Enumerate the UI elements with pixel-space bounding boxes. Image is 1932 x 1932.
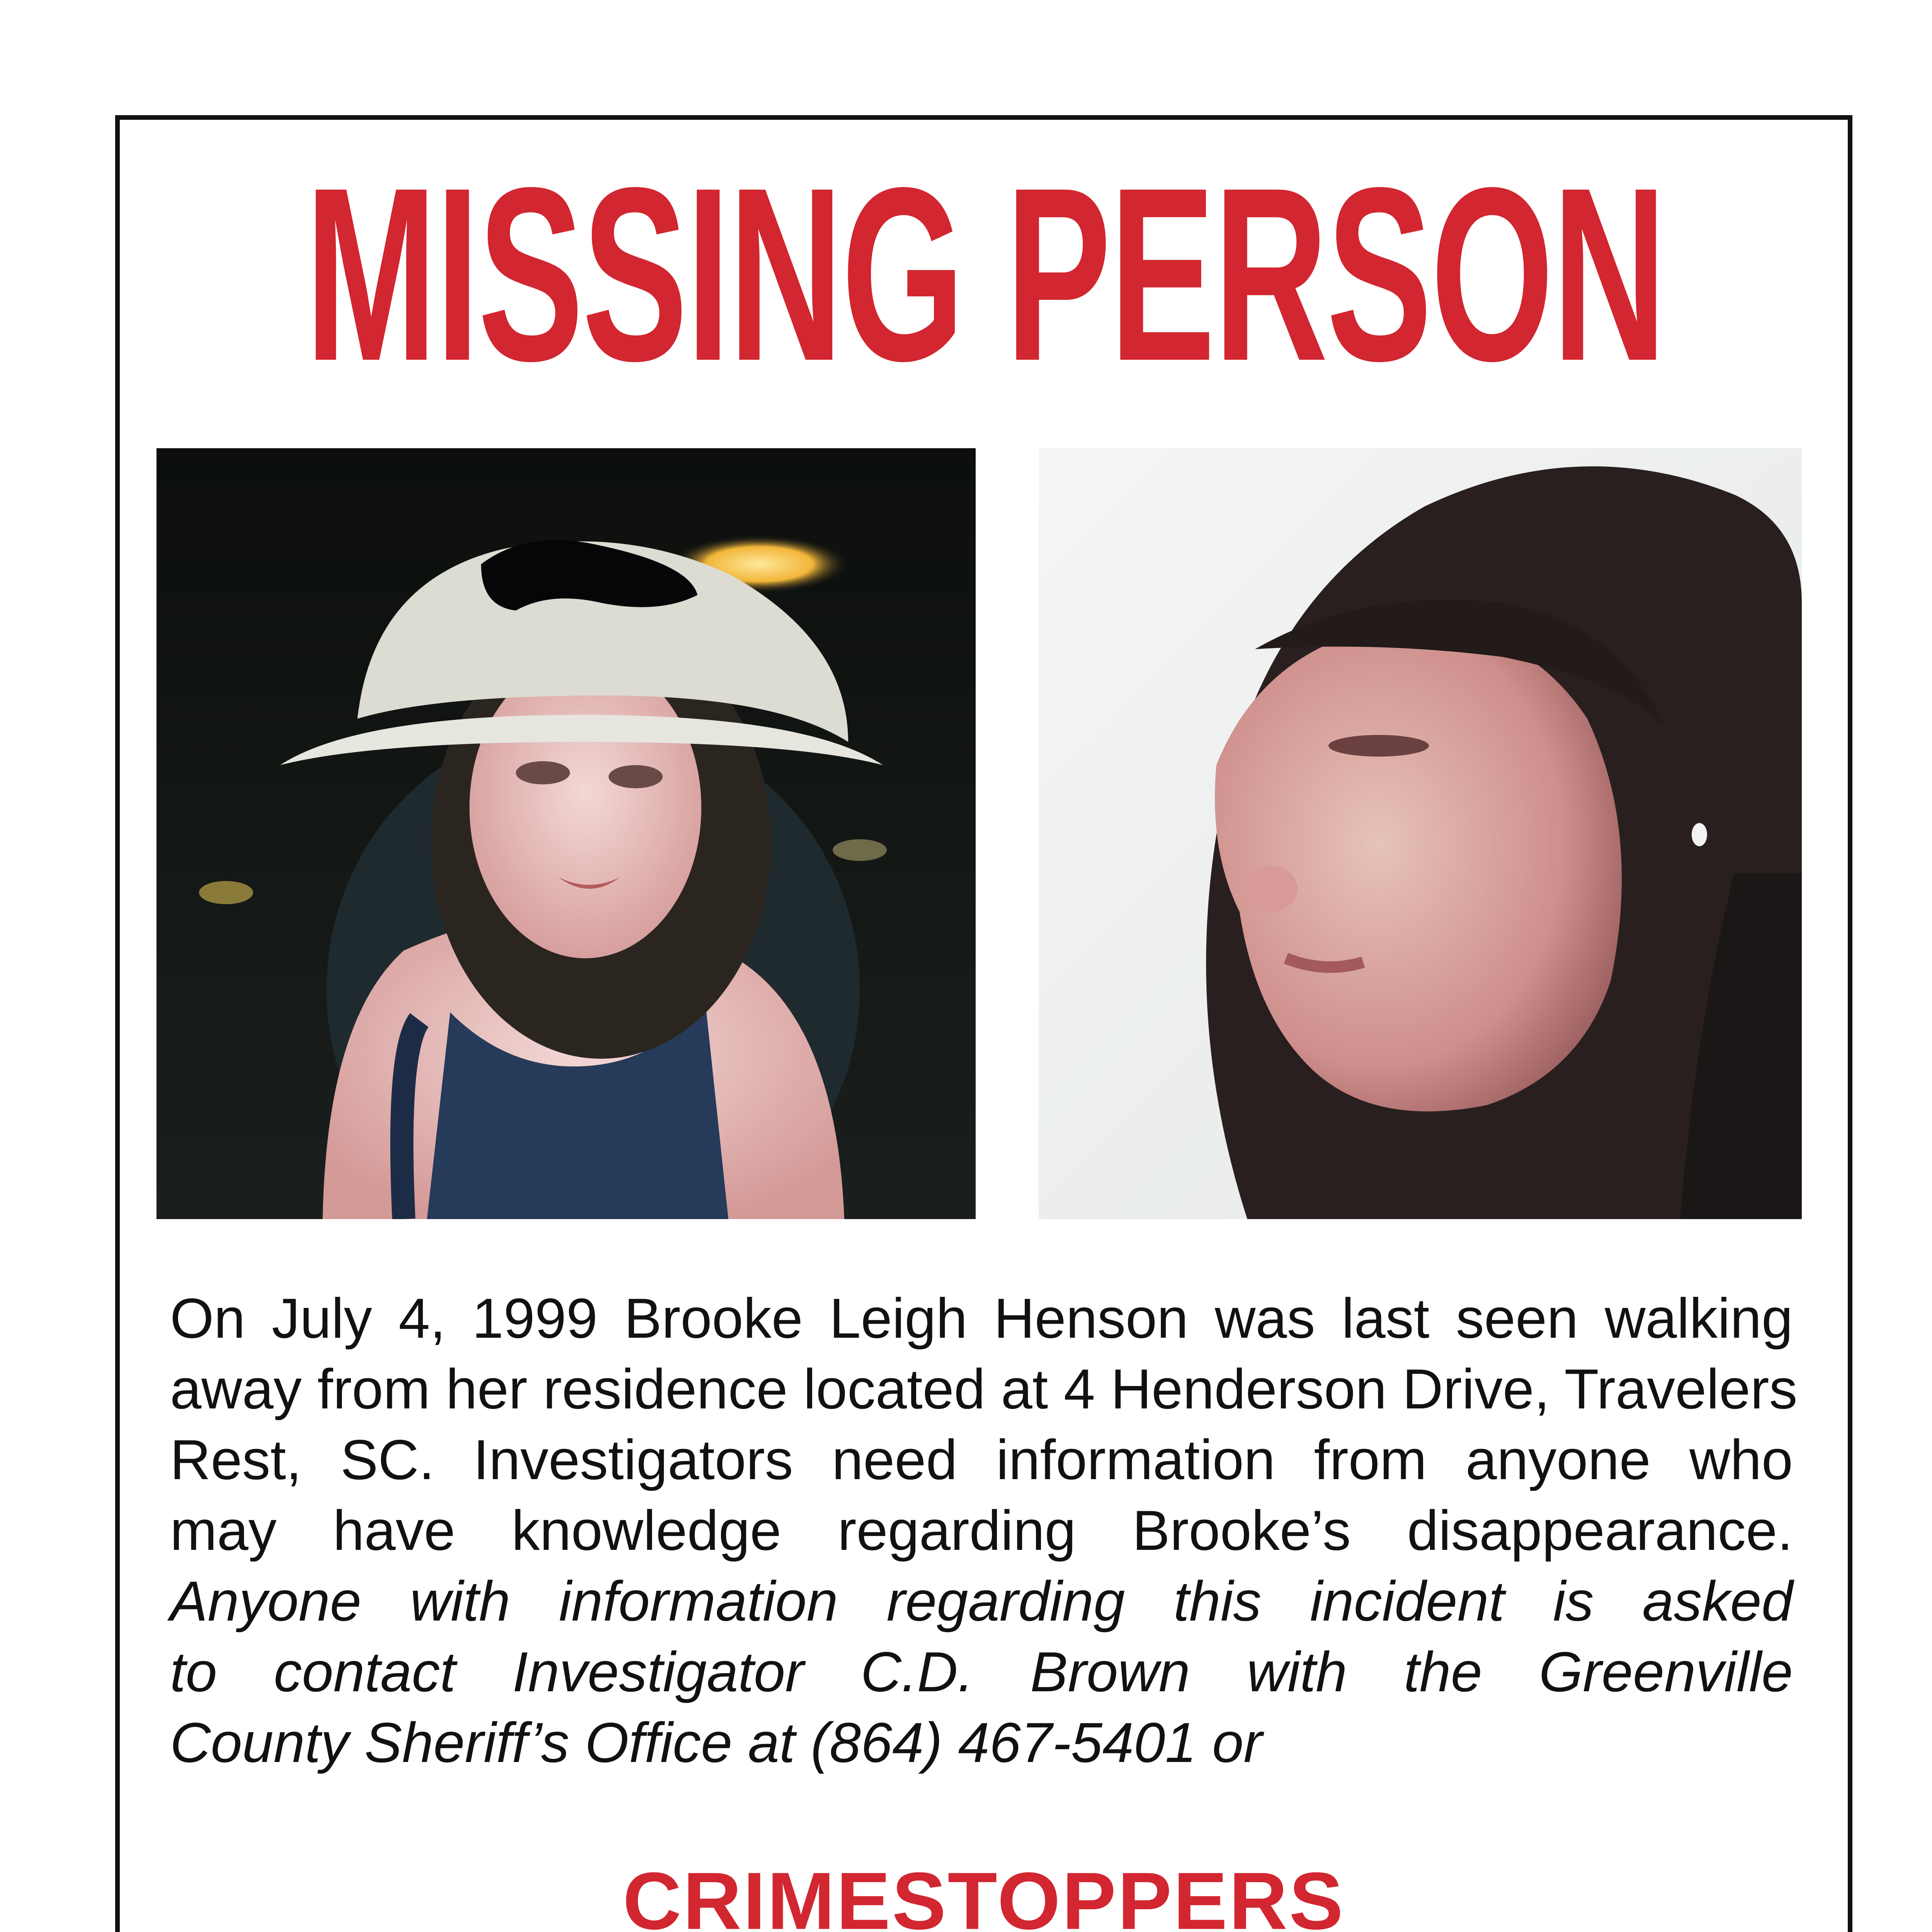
description-line: may have knowledge regarding Brooke’s disappearance. [170,1499,1793,1562]
description-line: On July 4, 1999 Brooke Leigh Henson was last seen walking [170,1287,1793,1350]
description-paragraph [170,1283,1798,1778]
description-line: Rest, SC. Investigators need information from anyone who [170,1428,1793,1491]
contact-line: County Sheriff’s Office at (864) 467-5401 or [170,1711,1262,1774]
headline [158,136,1812,412]
photo-girl-in-hat [156,448,976,1219]
contact-line: to contact Investigator C.D. Brown with the Greenville [170,1640,1793,1703]
contact-line: Anyone with information regarding this incident is asked [170,1570,1793,1633]
headline-text: MISSING PERSON [305,136,1665,412]
tipline-name: CRIMESTOPPERS [622,1855,1345,1932]
description-line: away from her residence located at 4 Henderson Drive, Travelers [170,1357,1798,1420]
photo-girl-profile [1039,448,1802,1219]
